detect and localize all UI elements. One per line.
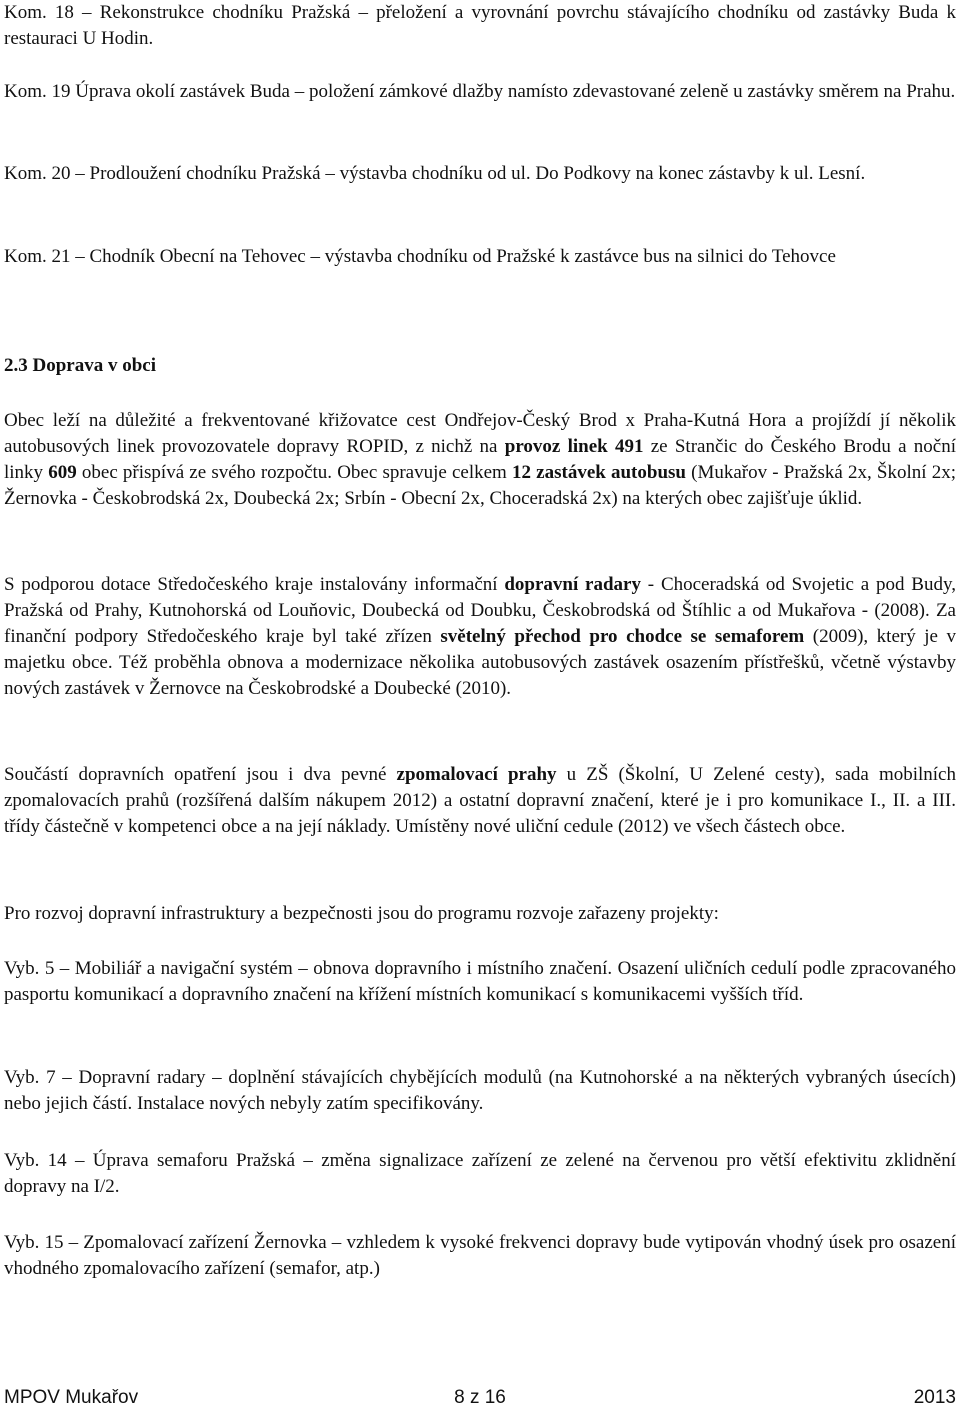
footer-title: MPOV Mukařov [4, 1387, 139, 1408]
paragraph-kom-19: Kom. 19 Úprava okolí zastávek Buda – položení zámkové dlažby namísto zdevastované zeleně u zastávky směrem na Prahu. [4, 81, 956, 102]
paragraph-projekty-intro: Pro rozvoj dopravní infrastruktury a bezpečnosti jsou do programu rozvoje zařazeny projekty: [4, 903, 719, 924]
paragraph-vyb-5: Vyb. 5 – Mobiliář a navigační systém – obnova dopravního i místního značení. Osazení uličních cedulí podle zpracovaného pasportu komunikací a dopravního značení na křížení místních komunikací s komunikacemi vyšších tříd. [4, 958, 956, 1005]
page-footer [4, 1386, 956, 1410]
paragraph-kom-21: Kom. 21 – Chodník Obecní na Tehovec – výstavba chodníku od Pražské k zastávce bus na silnici do Tehovce [4, 246, 836, 267]
footer-year: 2013 [913, 1387, 956, 1408]
page-number: 8 z 16 [454, 1387, 506, 1408]
paragraph-kom-20: Kom. 20 – Prodloužení chodníku Pražská – výstavba chodníku od ul. Do Podkovy na konec zástavby k ul. Lesní. [4, 163, 866, 184]
paragraph-vyb-15: Vyb. 15 – Zpomalovací zařízení Žernovka – vzhledem k vysoké frekvenci dopravy bude vytipován vhodný úsek pro osazení vhodného zpomalovacího zařízení (semafor, atp.) [4, 1232, 956, 1279]
paragraph-doprava-radary: S podporou dotace Středočeského kraje instalovány informační dopravní radary - Choceradská od Svojetic a pod Budy, Pražská od Prahy, Kutnohorská od Louňovic, Doubecká od Doubku, Českobrodská od Štíhlic a od Mukařova - (2008). Za finanční podpory Středočeského kraje byl také zřízen světelný přechod pro chodce se semaforem (2009), který je v majetku obce. Též proběhla obnova a modernizace několika autobusových zastávek osazením přístřešků, včetně výstavby nových zastávek v Žernovce na Českobrodské a Doubecké (2010). [4, 574, 956, 699]
section-heading: 2.3 Doprava v obci [4, 355, 156, 376]
paragraph-vyb-14: Vyb. 14 – Úprava semaforu Pražská – změna signalizace zařízení ze zelené na červenou pro větší efektivitu zklidnění dopravy na I/2. [4, 1150, 956, 1197]
paragraph-kom-18: Kom. 18 – Rekonstrukce chodníku Pražská – přeložení a vyrovnání povrchu stávajícího chodníku od zastávky Buda k restauraci U Hodin. [4, 2, 956, 49]
paragraph-vyb-7: Vyb. 7 – Dopravní radary – doplnění stávajících chybějících modulů (na Kutnohorské a na některých vybraných úsecích) nebo jejich částí. Instalace nových nebyly zatím specifikovány. [4, 1067, 956, 1114]
paragraph-doprava-intro: Obec leží na důležité a frekventované křižovatce cest Ondřejov-Český Brod x Praha-Kutná Hora a projíždí jí několik autobusových linek provozovatele dopravy ROPID, z nichž na provoz linek 491 ze Strančic do Českého Brodu a noční linky 609 obec přispívá ze svého rozpočtu. Obec spravuje celkem 12 zastávek autobusu (Mukařov - Pražská 2x, Školní 2x; Žernovka - Českobrodská 2x, Doubecká 2x; Srbín - Obecní 2x, Choceradská 2x) na kterých obec zajišťuje úklid. [4, 410, 956, 509]
paragraph-doprava-prahy: Součástí dopravních opatření jsou i dva pevné zpomalovací prahy u ZŠ (Školní, U Zelené cesty), sada mobilních zpomalovacích prahů (rozšířená dalším nákupem 2012) a ostatní dopravní značení, které je i pro komunikace I., II. a III. třídy částečně v kompetenci obce a na její náklady. Umístěny nové uliční cedule (2012) ve všech částech obce. [4, 764, 956, 837]
